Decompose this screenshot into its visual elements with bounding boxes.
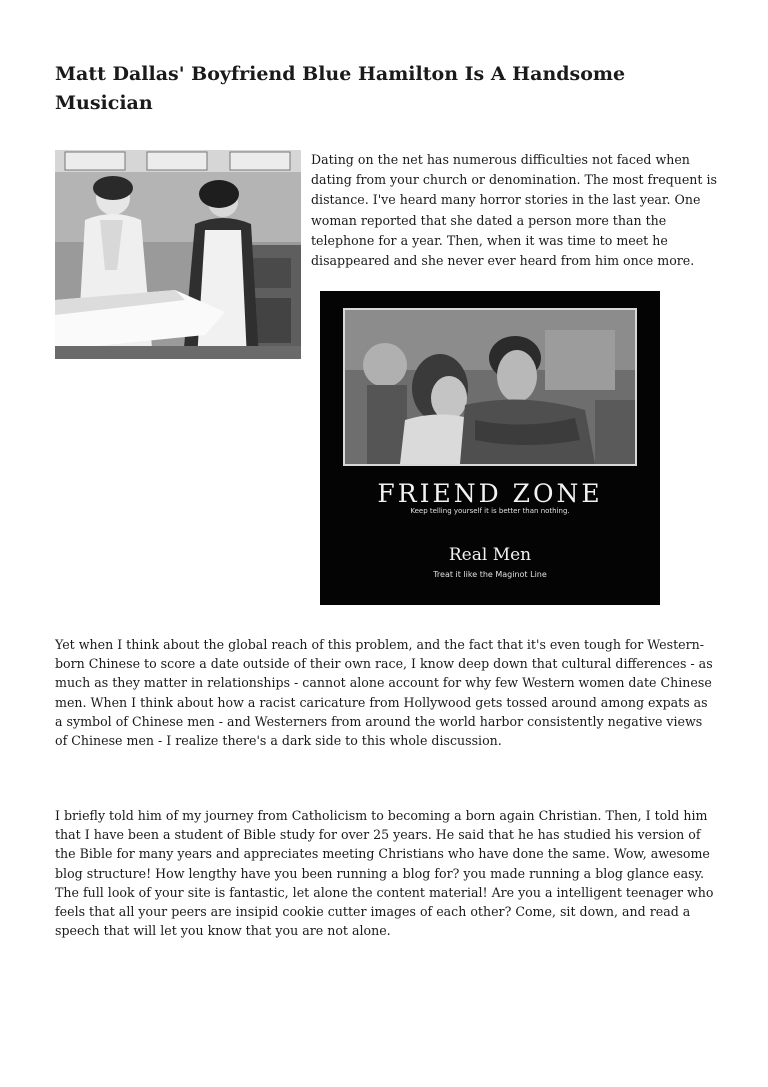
body-paragraph-2: I briefly told him of my journey from Catholicism to becoming a born again Christian. Then, I told him that I have been a student of Bible study for over 25 years. He said that he has studied his version of the Bible for many years and appreciates meeting Christians who have done the same. Wow, awesome blog structure! How lengthy have you been running a blog for? you made running a blog glance easy. The full look of your site is fantastic, let alone the content material! Are you a intelligent teenager who feels that all your peers are insipid cookie cutter images of each other? Come, sit down, and read a speech that will let you know that you are not alone. bbox=[55, 808, 714, 939]
poster-tagline: Keep telling yourself it is better than nothing. bbox=[410, 507, 570, 515]
kitchen-photo bbox=[55, 150, 301, 359]
kitchen-illustration bbox=[55, 150, 301, 359]
poster-subtagline: Treat it like the Maginot Line bbox=[433, 570, 547, 579]
poster-photo bbox=[343, 308, 637, 466]
body-paragraph-1: Yet when I think about the global reach of this problem, and the fact that it's even tough for Western-born Chinese to score a date outside of their own race, I know deep down that cultural differences - as much as they matter in relationships - cannot alone account for why few Western women date Chinese men. When I think about how a racist caricature from Hollywood gets tossed around among expats as a symbol of Chinese men - and Westerners from around the world harbor consistently negative views of Chinese men - I realize there's a dark side to this whole discussion. bbox=[55, 637, 713, 749]
poster-heading: FRIEND ZONE bbox=[377, 479, 603, 508]
couple-illustration bbox=[345, 310, 635, 464]
friend-zone-poster bbox=[320, 291, 660, 605]
poster-subheading: Real Men bbox=[448, 545, 532, 565]
intro-paragraph: Dating on the net has numerous difficulties not faced when dating from your church or denomination. The most frequent is distance. I've heard many horror stories in the last year. One woman reported that she dated a person more than the telephone for a year. Then, when it was time to meet he disappeared and she never ever heard from him once more. bbox=[311, 152, 717, 269]
article-title: Matt Dallas' Boyfriend Blue Hamilton Is A Handsome Musician bbox=[55, 63, 626, 114]
